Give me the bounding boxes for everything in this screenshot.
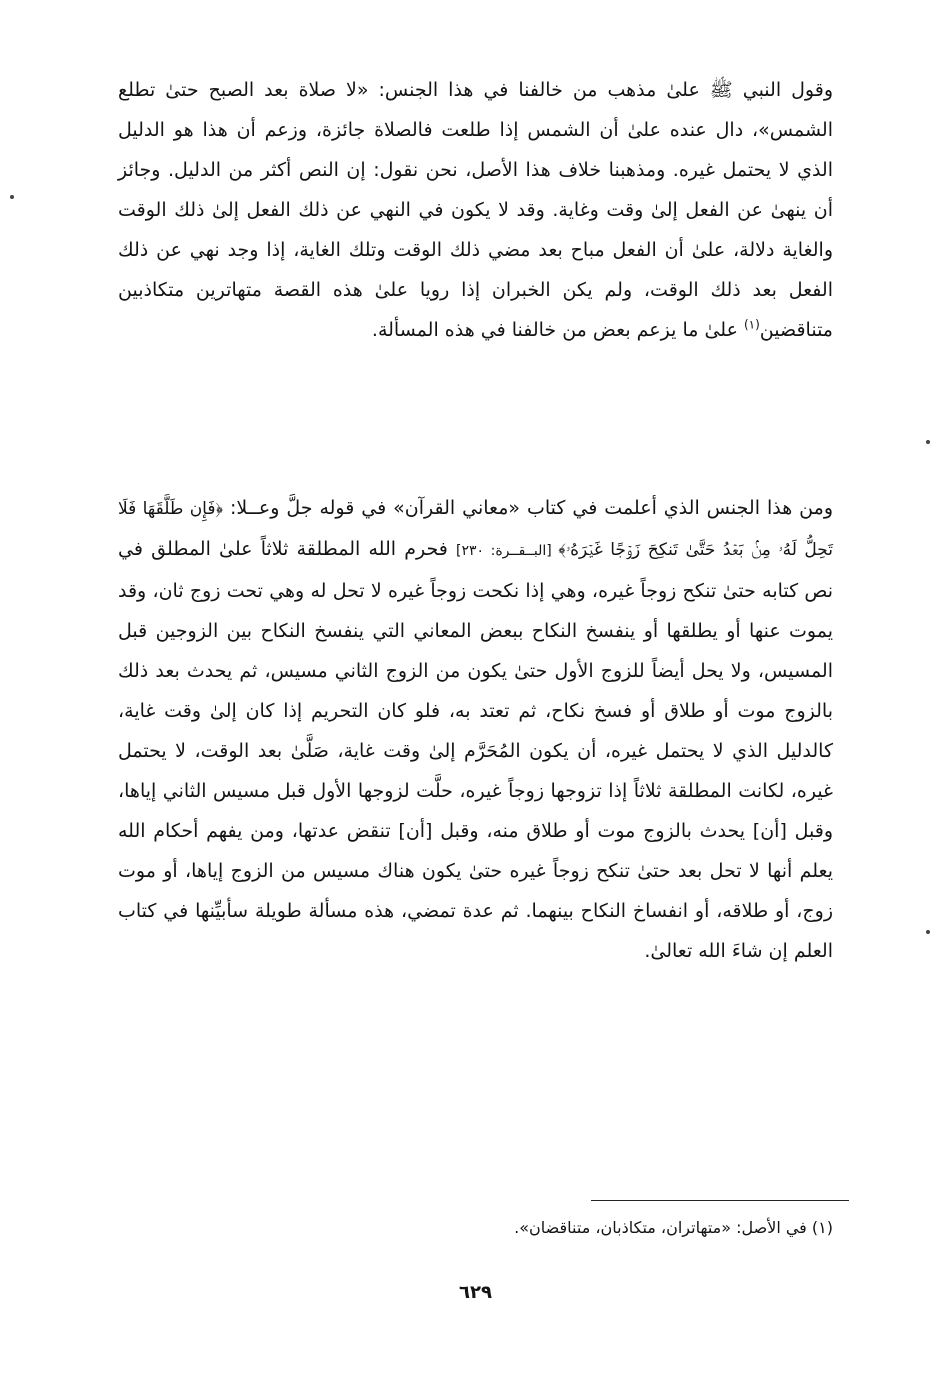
paragraph-2-intro: ومن هذا الجنس الذي أعلمت في كتاب «معاني القرآن» في قوله جلَّ وعــلا: <box>223 497 833 519</box>
scan-speck <box>926 440 930 444</box>
scan-speck <box>10 195 14 199</box>
quran-verse: ﴿فَإِن طَلَّقَهَا فَلَا تَحِلُّ لَهُۥ مِنۢ بَعۡدُ حَتَّىٰ تَنكِحَ زَوۡجًا غَيۡرَهُۥ﴾ <box>118 499 834 560</box>
quran-reference: [البــقــرة: ٢٣٠] <box>455 543 559 559</box>
paragraph-1-tail: علىٰ ما يزعم بعض من خالفنا في هذه المسألة. <box>371 319 744 341</box>
footnote-1: (١) في الأصل: «متهاتران، متكاذبان، متناقضان». <box>514 1218 833 1237</box>
footnote-marker: (١) <box>743 317 760 332</box>
scan-speck <box>926 930 930 934</box>
footnote-divider <box>591 1200 849 1201</box>
paragraph-1-text: وقول النبي ﷺ علىٰ مذهب من خالفنا في هذا الجنس: «لا صلاة بعد الصبح حتىٰ تطلع الشمس»، دال عنده علىٰ أن الشمس إذا طلعت فالصلاة جائزة، وزعم أن هذا هو الدليل الذي لا يحتمل غيره. ومذهبنا خلاف هذا الأصل، نحن نقول: إن النص أكثر من الدليل. وجائز أن ينهىٰ عن الفعل إلىٰ وقت وغاية. وقد لا يكون في النهي عن ذلك الفعل إلىٰ ذلك الوقت والغاية دلالة، علىٰ أن الفعل مباح بعد مضي ذلك الوقت وتلك الغاية، إذا وجد نهي عن ذلك الفعل بعد ذلك الوقت، ولم يكن الخبران إذا رويا علىٰ هذه القصة متهاترين متكاذبين متناقضين <box>118 79 833 341</box>
paragraph-2-body: فحرم الله المطلقة ثلاثاً علىٰ المطلق في نص كتابه حتىٰ تنكح زوجاً غيره، وهي إذا نكحت زوجاً غيره لا تحل له وهي تحت زوج ثان، وقد يموت عنها أو يطلقها أو ينفسخ النكاح ببعض المعاني التي ينفسخ النكاح بين الزوجين قبل المسيس، ولا يحل أيضاً للزوج الأول حتىٰ يكون من الزوج الثاني مسيس، ثم يحدث بعد ذلك بالزوج موت أو طلاق أو فسخ نكاح، ثم تعتد به، فلو كان التحريم إذا كان إلىٰ وقت غاية، كالدليل الذي لا يحتمل غيره، أن يكون المُحَرَّم إلىٰ وقت غاية، صَلَّىٰ بعد الوقت، لا يحتمل غيره، لكانت المطلقة ثلاثاً إذا تزوجها زوجاً غيره، حلَّت لزوجها الأول قبل مسيس الثاني إياها، وقبل [أن] يحدث بالزوج موت أو طلاق منه، وقبل [أن] تنقض عدتها، ومن يفهم أحكام الله يعلم أنها لا تحل بعد حتىٰ تنكح زوجاً غيره حتىٰ يكون هناك مسيس من الزوج إياها، أو موت زوج، أو طلاقه، أو انفساخ النكاح بينهما. ثم عدة تمضي، هذه مسألة طويلة سأبيِّنها في كتاب العلم إن شاءَ الله تعالىٰ. <box>118 538 833 962</box>
paragraph-2 <box>118 488 833 971</box>
paragraph-1 <box>118 70 833 350</box>
page-number: ٦٢٩ <box>459 1282 492 1303</box>
